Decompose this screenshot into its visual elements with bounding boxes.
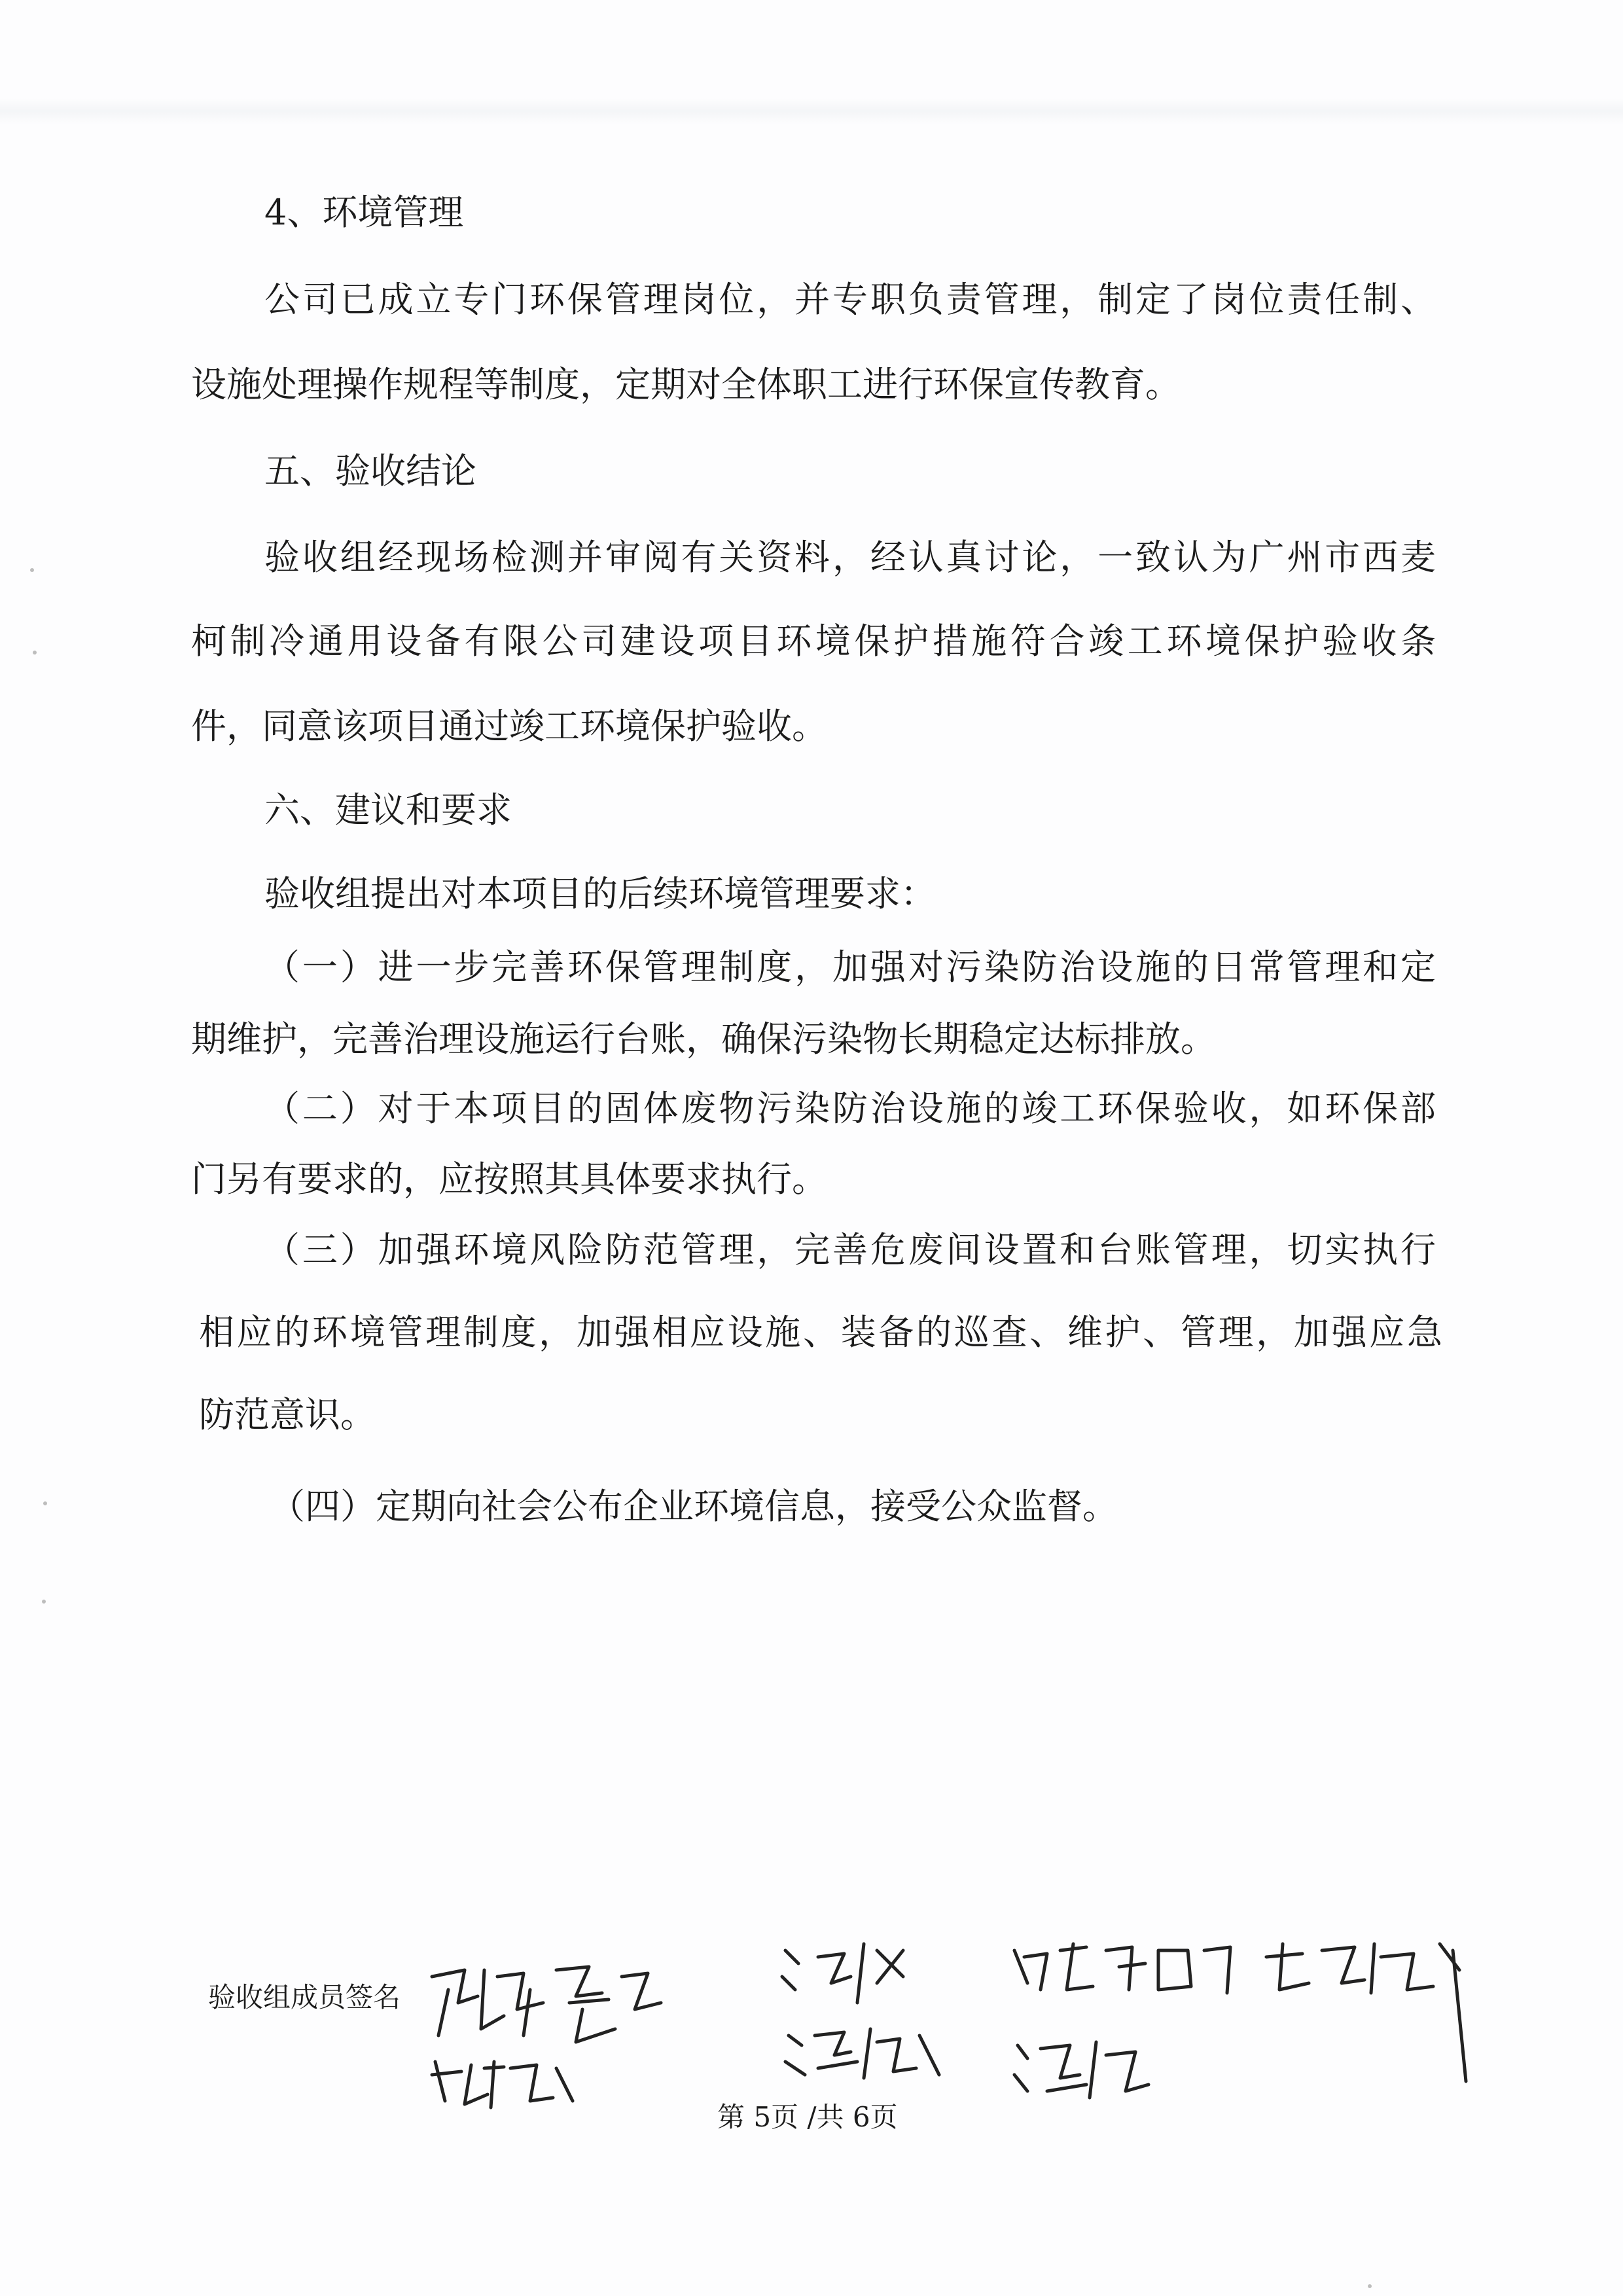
- handwritten-signature-icon: [772, 1937, 923, 2009]
- section-4-heading: 4、环境管理: [264, 192, 464, 233]
- scan-speck: [42, 1600, 46, 1604]
- requirement-4-line: （四）定期向社会公布企业环境信息，接受公众监督。: [270, 1486, 1118, 1527]
- section-6-intro: 验收组提出对本项目的后续环境管理要求：: [264, 873, 936, 914]
- requirement-2-line: 门另有要求的，应按照其具体要求执行。: [191, 1158, 827, 1200]
- requirement-2-line: （二）对于本项目的固体废物污染防治设施的竣工环保验收，如环保部: [264, 1088, 1436, 1129]
- section-4-paragraph-line: 公司已成立专门环保管理岗位，并专职负责管理，制定了岗位责任制、: [264, 279, 1436, 320]
- signature-block: [0, 1898, 1623, 2225]
- section-5-paragraph-line: 验收组经现场检测并审阅有关资料，经认真讨论，一致认为广州市西麦: [264, 537, 1436, 578]
- handwritten-signature-icon: [779, 2016, 949, 2088]
- section-5-paragraph-line: 柯制冷通用设备有限公司建设项目环境保护措施符合竣工环境保护验收条: [191, 620, 1436, 662]
- requirement-1-line: （一）进一步完善环保管理制度，加强对污染防治设施的日常管理和定: [264, 946, 1436, 988]
- section-5-paragraph-line: 件，同意该项目通过竣工环境保护验收。: [191, 706, 827, 747]
- page-number: 第 5页 /共 6页: [717, 2101, 898, 2133]
- requirement-3-line: 防范意识。: [199, 1394, 376, 1435]
- requirement-3-line: （三）加强环境风险防范管理，完善危废间设置和台账管理，切实执行: [264, 1229, 1436, 1270]
- handwritten-signature-icon: [1008, 2029, 1158, 2108]
- handwritten-signature-icon: [419, 1950, 668, 2049]
- handwritten-signature-icon: [425, 2049, 582, 2114]
- requirement-3-line: 相应的环境管理制度，加强相应设施、装备的巡查、维护、管理，加强应急: [199, 1312, 1442, 1353]
- scan-speck: [1368, 2284, 1372, 2288]
- handwritten-signature-icon: [1001, 1931, 1243, 2003]
- requirement-1-line: 期维护，完善治理设施运行台账，确保污染物长期稳定达标排放。: [191, 1018, 1216, 1060]
- section-4-paragraph-line: 设施处理操作规程等制度，定期对全体职工进行环保宣传教育。: [191, 364, 1181, 405]
- section-6-heading: 六、建议和要求: [264, 789, 512, 831]
- section-5-heading: 五、验收结论: [264, 450, 476, 492]
- signature-label: 验收组成员签名: [208, 1981, 401, 2013]
- handwritten-signature-icon: [1257, 1931, 1479, 2088]
